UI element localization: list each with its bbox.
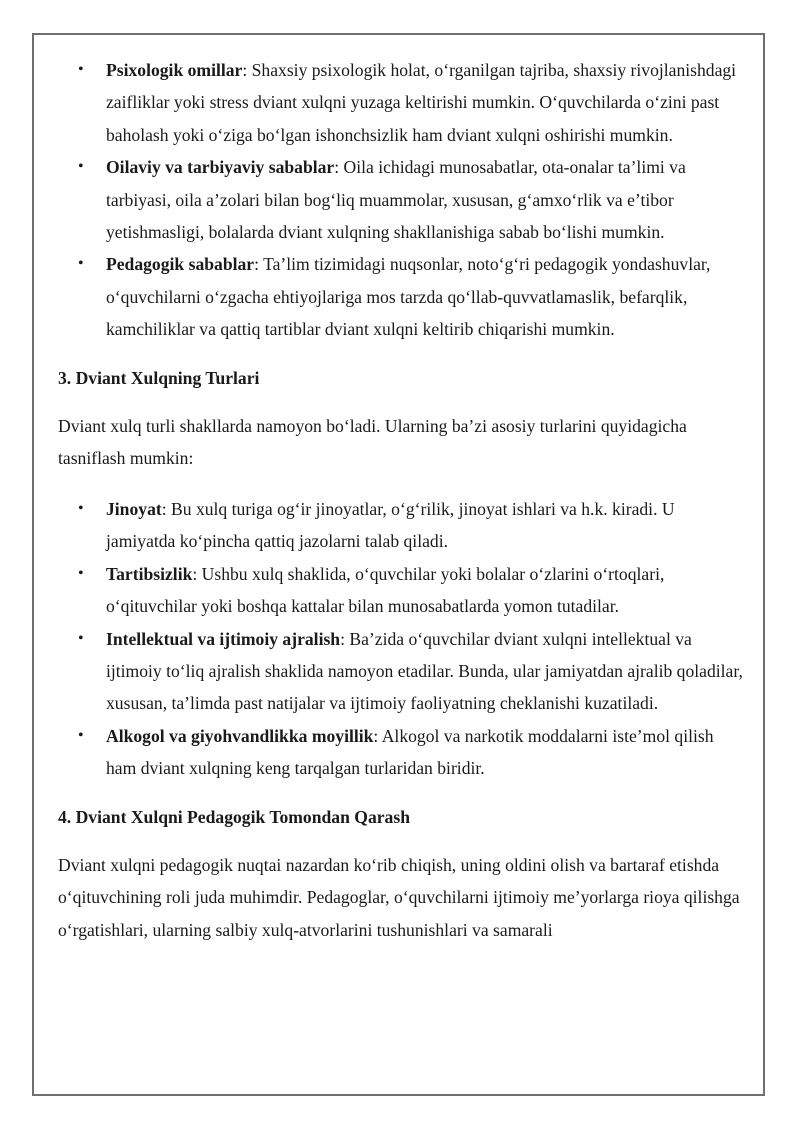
list-item-term: Alkogol va giyohvandlikka moyillik xyxy=(106,725,374,746)
list-item-term: Tartibsizlik xyxy=(106,563,193,584)
section-3-intro: Dviant xulq turli shakllarda namoyon bo‘ladi. Ularning ba’zi asosiy turlarini quyidagicha tasniflash mumkin: xyxy=(58,416,687,469)
list-item-text: : Bu xulq turiga og‘ir jinoyatlar, o‘g‘rilik, jinoyat ishlari va h.k. kiradi. U jamiyatda ko‘pincha qattiq jazolarni talab qiladi. xyxy=(106,498,675,552)
bullet-icon: • xyxy=(78,499,84,517)
section-4-body: Dviant xulqni pedagogik nuqtai nazardan ko‘rib chiqish, uning oldini olish va bartaraf etishda o‘qituvchining roli juda muhimdir. Pedagoglar, o‘quvchilarni ijtimoiy me’yorlarga rioya qilishga o‘rgatishlari, ularning salbiy xulq-atvorlarini tushunishlari va samarali xyxy=(58,854,740,940)
bullet-icon: • xyxy=(78,629,84,647)
section-3-heading: 3. Dviant Xulqning Turlari xyxy=(58,367,260,388)
causes-list xyxy=(58,54,748,346)
list-item-text: : Alkogol va narkotik moddalarni iste’mol qilish ham dviant xulqning keng tarqalgan turlaridan biridir. xyxy=(106,725,714,779)
section-4-heading: 4. Dviant Xulqni Pedagogik Tomondan Qarash xyxy=(58,806,410,827)
list-item xyxy=(58,623,748,720)
list-item-text: : Oila ichidagi munosabatlar, ota-onalar ta’limi va tarbiyasi, oila a’zolari bilan bog‘liq muammolar, xususan, g‘amxo‘rlik va e’tibor yetishmasligi, bolalarda dviant xulqning shakllanishiga sabab bo‘lishi mumkin. xyxy=(106,157,686,243)
bullet-icon: • xyxy=(78,564,84,582)
list-item-text: : Shaxsiy psixologik holat, o‘rganilgan tajriba, shaxsiy rivojlanishdagi zaifliklar yoki stress dviant xulqni yuzaga keltirishi mumkin. O‘quvchilarda o‘zini past baholash yoki o‘ziga bo‘lgan ishonchsizlik ham dviant xulqni oshirishi mumkin. xyxy=(106,60,737,145)
types-list xyxy=(58,493,748,785)
list-item-term: Pedagogik sabablar xyxy=(106,254,255,275)
document-body xyxy=(58,54,748,946)
list-item-text: : Ta’lim tizimidagi nuqsonlar, noto‘g‘ri pedagogik yondashuvlar, o‘quvchilarni o‘zgacha ehtiyojlariga mos tarzda qo‘llab-quvvatlamaslik, befarqlik, kamchiliklar va qattiq tartiblar dviant xulqni keltirib chiqarishi mumkin. xyxy=(106,254,711,340)
bullet-icon: • xyxy=(78,61,84,78)
bullet-icon: • xyxy=(78,726,84,744)
list-item xyxy=(58,54,748,151)
bullet-icon: • xyxy=(78,255,84,273)
list-item-term: Jinoyat xyxy=(106,498,162,519)
list-item xyxy=(58,720,748,785)
list-item xyxy=(58,558,748,623)
list-item-term: Intellektual va ijtimoiy ajralish xyxy=(106,628,341,649)
bullet-icon: • xyxy=(78,158,84,176)
list-item xyxy=(58,248,748,345)
list-item xyxy=(58,151,748,248)
list-item-text: : Ushbu xulq shaklida, o‘quvchilar yoki bolalar o‘zlarini o‘rtoqlari, o‘qituvchilar yoki boshqa kattalar bilan munosabatlarda yomon tutadilar. xyxy=(106,563,665,617)
list-item xyxy=(58,493,748,558)
list-item-text: : Ba’zida o‘quvchilar dviant xulqni intellektual va ijtimoiy to‘liq ajralish shaklida namoyon etadilar. Bunda, ular jamiyatdan ajralib qoladilar, xususan, ta’limda past natijalar va ijtimoiy faoliyatning cheklanishi kuzatiladi. xyxy=(106,628,743,714)
list-item-term: Psixologik omillar xyxy=(106,60,243,80)
list-item-term: Oilaviy va tarbiyaviy sabablar xyxy=(106,157,335,178)
